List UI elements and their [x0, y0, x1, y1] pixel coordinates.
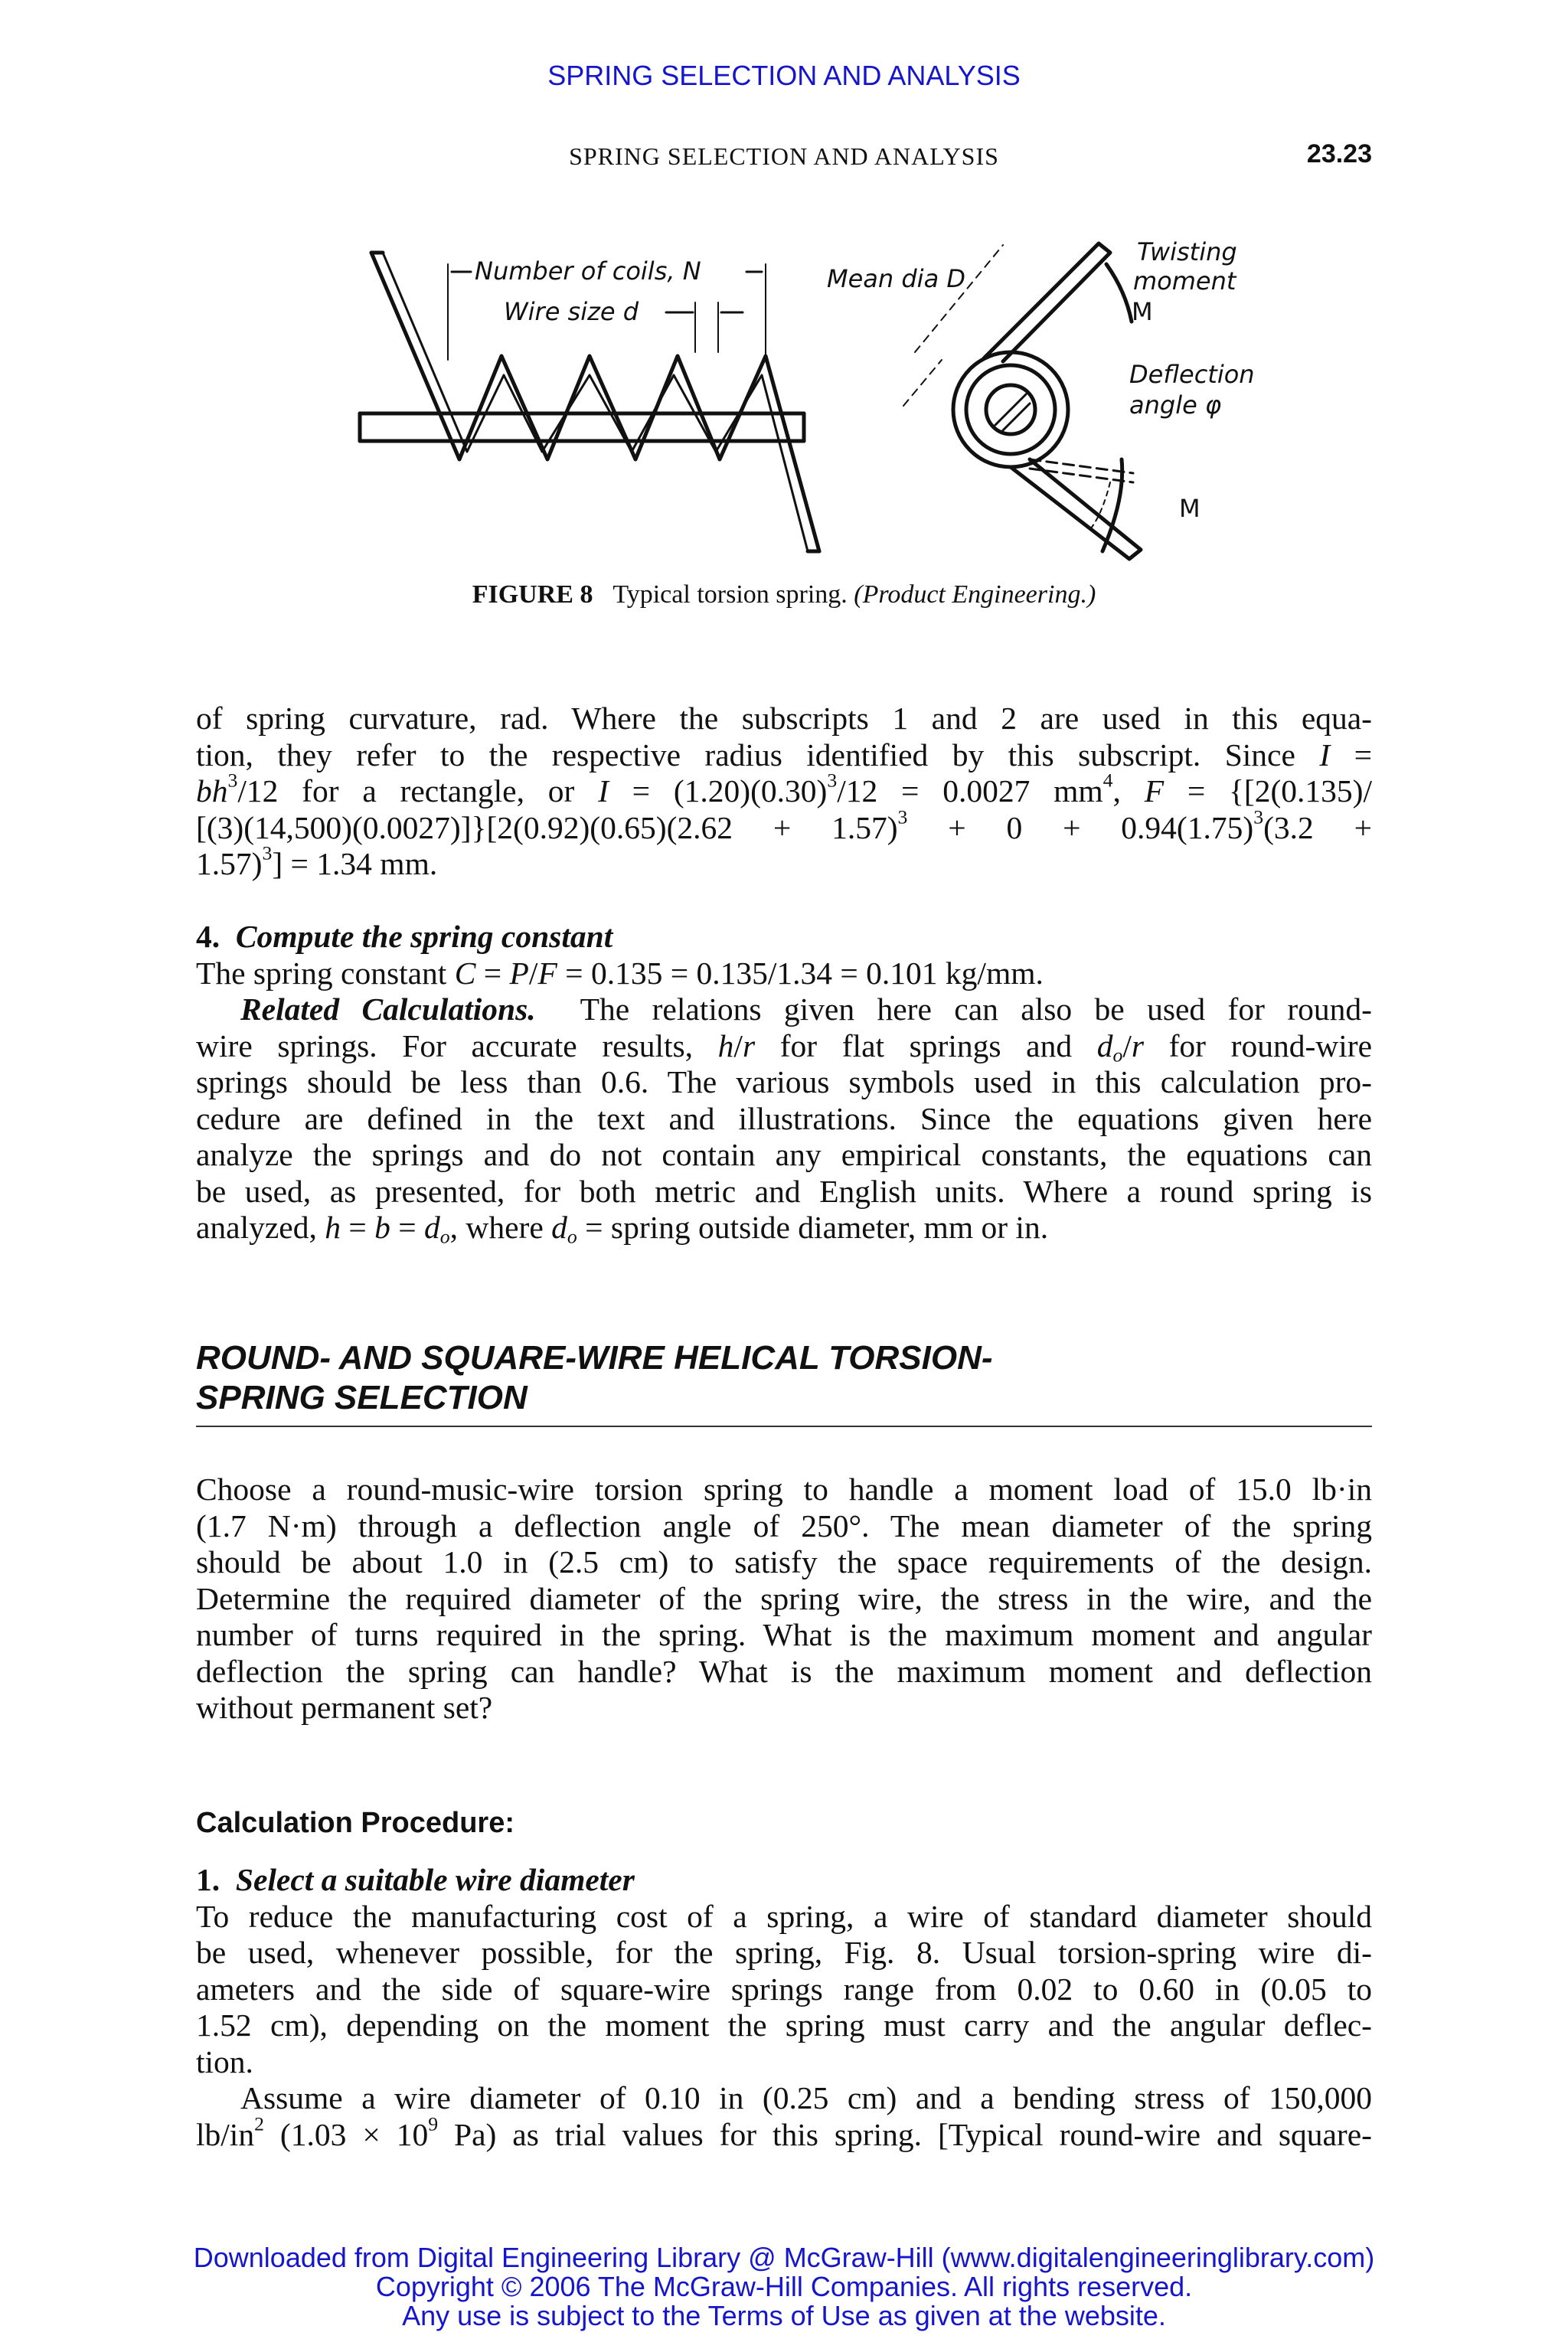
- footer: [0, 2243, 1568, 2331]
- label-wire-size: Wire size d: [504, 297, 639, 326]
- step1-title: Select a suitable wire diameter: [235, 1862, 635, 1897]
- step1-heading: [196, 1862, 1372, 1899]
- moment-arrow-bottom: [1102, 459, 1122, 551]
- twisting-arrow: [1106, 264, 1132, 322]
- step1-block: 1. Select a suitable wire diameter To reduce the manufacturing cost of a spring, a wire of standard diameter should be used, whenever possible, for the spring, Fig. 8. Usual torsion-spring wire di- ameters and the side of square-wire springs range from 0.02 to 0.60 in (0.05 to 1.52 cm), depending on the moment the spring must carry and the angular deflec- tion. Assume a wire diameter of 0.10 in (0.25 cm) and a bending stress of 150,000 $lb/in^2$ ($1.03 \times 10^9$ Pa) as trial values for this spring. [Typical round-wire and square-: [196, 1862, 1372, 2152]
- label-m-bottom: M: [1179, 494, 1200, 523]
- footer-download-link[interactable]: Downloaded from Digital Engineering Library @ McGraw-Hill (www.digitalengineeringlibrary.com): [193, 2242, 1375, 2273]
- section-title: [196, 1338, 1372, 1427]
- figure-caption-label: FIGURE 8: [472, 580, 593, 609]
- label-moment: moment: [1133, 266, 1236, 296]
- step1-number: 1.: [196, 1862, 220, 1897]
- problem-statement: Choose a round-music-wire torsion spring to handle a moment load of 15.0 lb·in (1.7 N·m) through a deflection angle of 250°. The mean diameter of the spring should be about 1.0 in (2.5 cm) to satisfy the space requirements of the design. Determine the required diameter of the spring wire, the stress in the wire, and the number of turns required in the spring. What is the maximum moment and angular deflection the spring can handle? What is the maximum moment and deflection without permanent set?: [196, 1472, 1372, 1725]
- label-num-coils: Number of coils, N: [475, 256, 701, 286]
- step4-title: Compute the spring constant: [235, 919, 613, 954]
- label-deflection: Deflection: [1129, 360, 1255, 389]
- step4-number: 4.: [196, 919, 220, 954]
- label-m-top: M: [1132, 297, 1153, 326]
- page-number: 23.23: [1306, 139, 1372, 168]
- torsion-spring-figure: [337, 230, 1256, 574]
- section-title-line2: SPRING SELECTION: [196, 1379, 528, 1416]
- footer-copyright: Copyright © 2006 The McGraw-Hill Companies. All rights reserved.: [375, 2271, 1193, 2302]
- figure-caption-text: Typical torsion spring.: [612, 580, 848, 609]
- step4-block: 4. Compute the spring constant The spring constant C = P/F = 0.135 = 0.135/1.34 = 0.101 kg/mm. Related Calculations. The relations given here can also be used for round- wire springs. For accurate results, h/r for flat springs and $d_o/r$ for round-wire springs should be less than 0.6. The various symbols used in this calculation pro- cedure are defined in the text and illustrations. Since the equations given here analyze the springs and do not contain any empirical constants, the equations can be used, as presented, for both metric and English units. Where a round spring is analyzed, $h = b = d_o$, where $d_o$ = spring outside diameter, mm or in.: [196, 919, 1372, 1248]
- paragraph-curvature: of spring curvature, rad. Where the subscripts 1 and 2 are used in this equa- tion, they refer to the respective radius identified by this subscript. Since I = $bh^3/12$ for a rectangle, or $I = (1.20)(0.30)^3/12 = 0.0027$ $mm^4$, F = {[2(0.135)/ $[(3)(14,500)(0.0027)]\}[2(0.92)(0.65)(2.62 + 1.57)^3 + 0 + 0.94(1.75)^3(3.2$ + 1.57)$^3$] = 1.34 mm.: [196, 701, 1373, 881]
- running-head: SPRING SELECTION AND ANALYSIS: [569, 142, 999, 170]
- related-calculations-label: Related Calculations.: [240, 991, 536, 1027]
- label-angle: angle φ: [1129, 390, 1222, 420]
- calculation-procedure-heading: Calculation Procedure:: [196, 1807, 514, 1839]
- top-banner: SPRING SELECTION AND ANALYSIS: [547, 60, 1021, 91]
- label-mean-dia: Mean dia D: [827, 264, 965, 293]
- step4-heading: [196, 919, 1372, 956]
- figure-caption-source: (Product Engineering.): [854, 580, 1096, 609]
- torsion-spring-drawing: [337, 230, 1256, 574]
- section-title-line1: ROUND- AND SQUARE-WIRE HELICAL TORSION-: [196, 1339, 993, 1377]
- footer-terms: Any use is subject to the Terms of Use as given at the website.: [402, 2300, 1166, 2331]
- figure-caption: [0, 580, 1568, 609]
- label-twisting: Twisting: [1137, 237, 1237, 266]
